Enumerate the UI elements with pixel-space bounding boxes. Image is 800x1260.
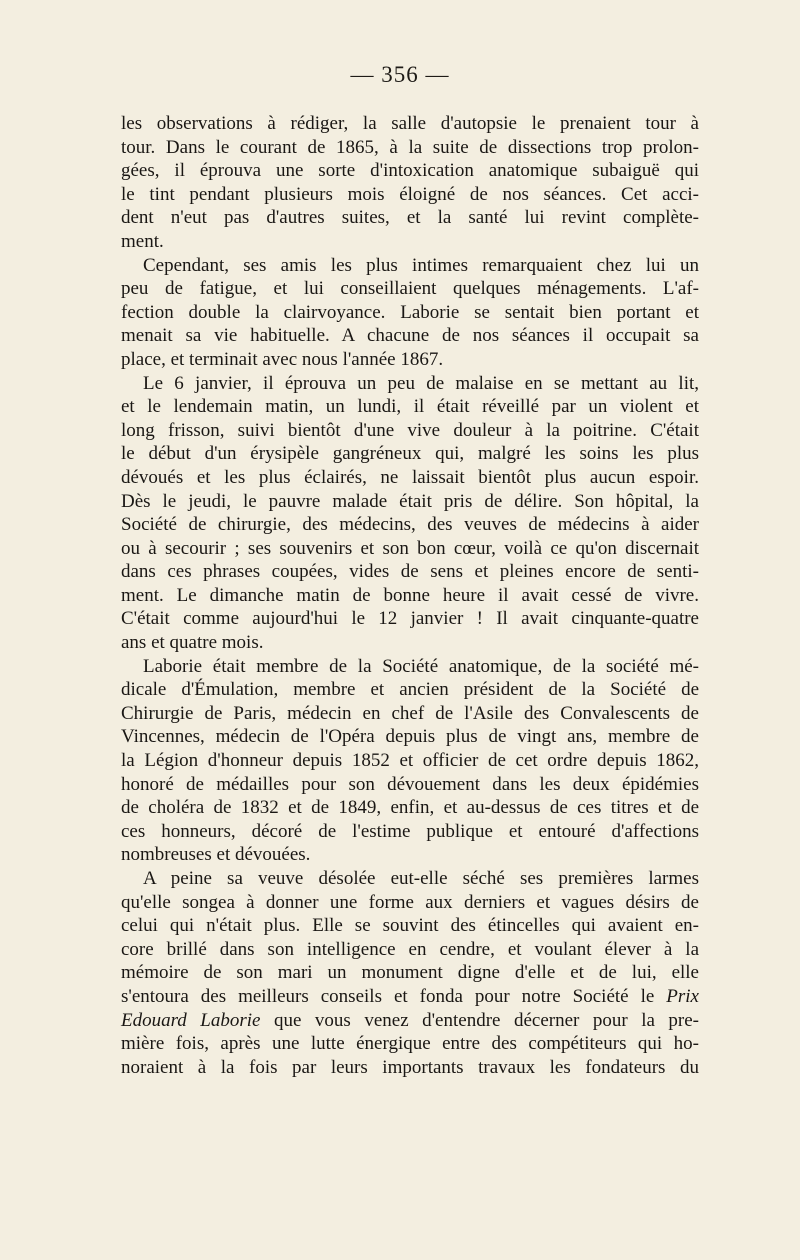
prize-name-italic: Edouard Laborie — [121, 1009, 261, 1031]
paragraph-4 — [121, 655, 699, 867]
text-line — [121, 985, 699, 1009]
text-line: dicale d'Émulation, membre et ancien président de la Société de — [121, 679, 699, 701]
text-line: core brillé dans son intelligence en cendre, et voulant élever à la — [121, 938, 699, 960]
paragraph-2 — [121, 254, 699, 372]
text-line: Société de chirurgie, des médecins, des veuves de médecins à aider — [121, 514, 699, 536]
text-line: Le 6 janvier, il éprouva un peu de malaise en se mettant au lit, — [143, 372, 699, 394]
text-line: ment. Le dimanche matin de bonne heure il avait cessé de vivre. — [121, 584, 699, 606]
text-line: dent n'eut pas d'autres suites, et la santé lui revint complète- — [121, 207, 699, 229]
text-line: noraient à la fois par leurs importants travaux les fondateurs du — [121, 1056, 699, 1078]
page-number: — 356 — — [350, 62, 450, 87]
text-line: Laborie était membre de la Société anatomique, de la société mé- — [143, 655, 699, 677]
text-line: les observations à rédiger, la salle d'autopsie le prenaient tour à — [121, 113, 699, 134]
text-line: ment. — [121, 230, 164, 252]
text-line: honoré de médailles pour son dévouement dans les deux épidémies — [121, 773, 699, 795]
prize-name-italic: Prix — [666, 985, 699, 1007]
text-line: place, et terminait avec nous l'année 1867. — [121, 348, 444, 370]
text-line: long frisson, suivi bientôt d'une vive douleur à la poitrine. C'était — [121, 419, 699, 441]
text-line: mémoire de son mari un monument digne d'elle et de lui, elle — [121, 962, 699, 984]
text-line: ou à secourir ; ses souvenirs et son bon cœur, voilà ce qu'on discernait — [121, 537, 699, 559]
text-line: le début d'un érysipèle gangréneux qui, malgré les soins les plus — [121, 443, 699, 465]
text-span: que vous venez d'entendre décerner pour la pre- — [260, 1009, 700, 1031]
text-line: qu'elle songea à donner une forme aux derniers et vagues désirs de — [121, 891, 699, 913]
text-line — [121, 1009, 699, 1033]
text-line: tour. Dans le courant de 1865, à la suite de dissections trop prolon- — [121, 136, 699, 158]
text-line: menait sa vie habituelle. A chacune de nos séances il occupait sa — [121, 325, 699, 347]
text-line: dévoués et les plus éclairés, ne laissait bientôt plus aucun espoir. — [121, 466, 699, 488]
text-line: mière fois, après une lutte énergique entre des compétiteurs qui ho- — [121, 1033, 699, 1055]
paragraph-1 — [121, 112, 699, 254]
text-line: et le lendemain matin, un lundi, il était réveillé par un violent et — [121, 396, 699, 418]
body-text — [121, 112, 699, 1079]
text-line: C'était comme aujourd'hui le 12 janvier ! Il avait cinquante-quatre — [121, 608, 699, 630]
text-line: Cependant, ses amis les plus intimes remarquaient chez lui un — [143, 254, 699, 276]
text-line: fection double la clairvoyance. Laborie se sentait bien portant et — [121, 301, 699, 323]
text-span: s'entoura des meilleurs conseils et fonda pour notre Société le — [121, 985, 655, 1007]
text-line: nombreuses et dévouées. — [121, 844, 311, 866]
text-line: peu de fatigue, et lui conseillaient quelques ménagements. L'af- — [121, 278, 699, 300]
text-line: la Légion d'honneur depuis 1852 et officier de cet ordre depuis 1862, — [121, 750, 699, 772]
paragraph-5 — [121, 867, 699, 1079]
text-line: A peine sa veuve désolée eut-elle séché ses premières larmes — [143, 868, 699, 889]
text-line: ans et quatre mois. — [121, 632, 264, 654]
text-line: celui qui n'était plus. Elle se souvint des étincelles qui avaient en- — [121, 915, 699, 937]
text-line: ces honneurs, décoré de l'estime publique et entouré d'affections — [121, 820, 699, 842]
text-line: gées, il éprouva une sorte d'intoxication anatomique subaiguë qui — [121, 160, 699, 182]
text-line: Dès le jeudi, le pauvre malade était pris de délire. Son hôpital, la — [121, 490, 699, 512]
text-line: le tint pendant plusieurs mois éloigné de nos séances. Cet acci- — [121, 183, 699, 205]
text-line: Chirurgie de Paris, médecin en chef de l'Asile des Convalescents de — [121, 702, 699, 724]
text-line: Vincennes, médecin de l'Opéra depuis plus de vingt ans, membre de — [121, 726, 699, 748]
paragraph-3 — [121, 372, 699, 655]
text-line: de choléra de 1832 et de 1849, enfin, et au-dessus de ces titres et de — [121, 797, 699, 819]
text-line: dans ces phrases coupées, vides de sens et pleines encore de senti- — [121, 561, 699, 583]
